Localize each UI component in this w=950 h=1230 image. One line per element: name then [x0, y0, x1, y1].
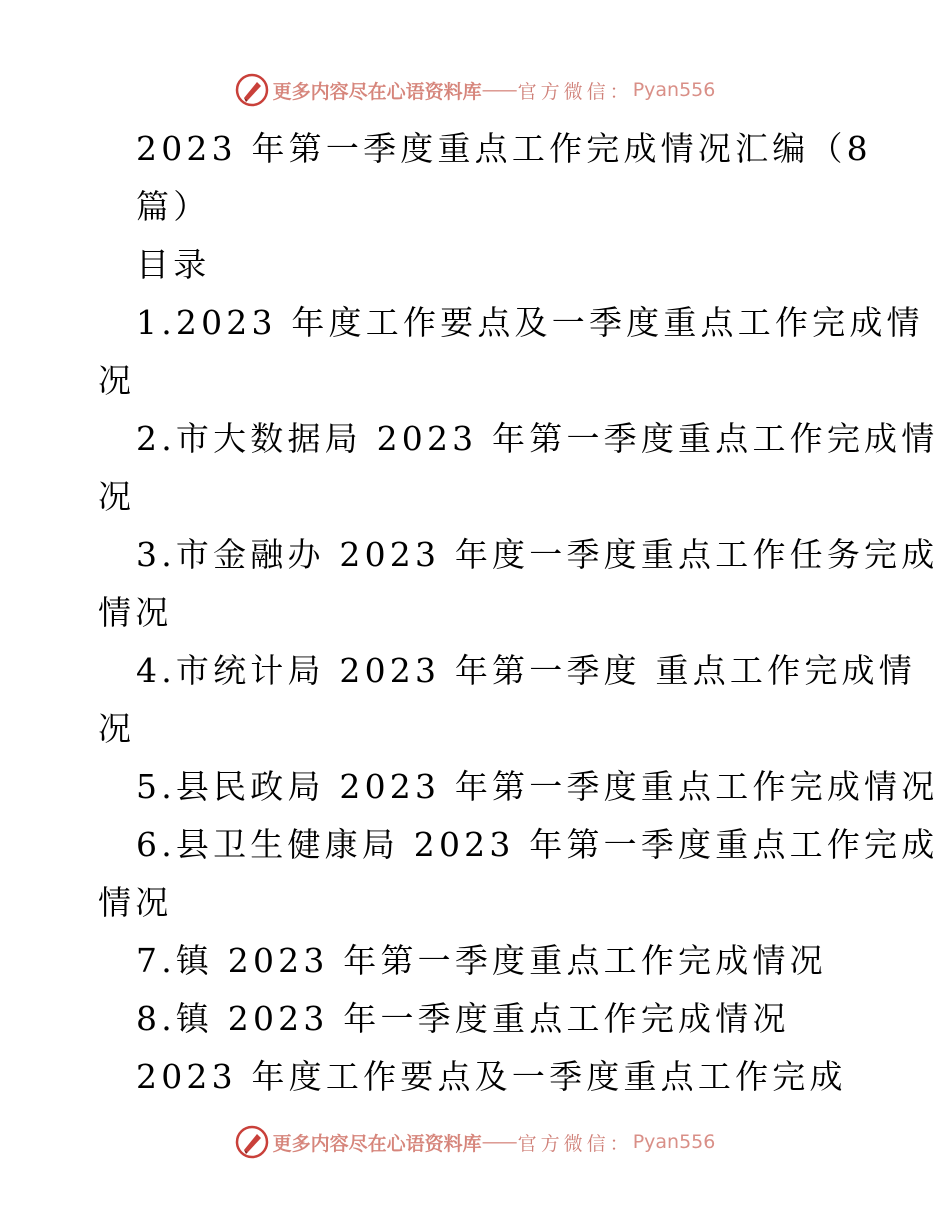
toc-item-6 — [98, 816, 939, 932]
watermark-dash: —— — [481, 79, 516, 101]
watermark-official-label: 官方微信： — [517, 80, 633, 103]
toc-item-7 — [98, 932, 858, 990]
watermark-dash: —— — [481, 1131, 516, 1153]
toc-item-text: 2.市大数据局 2023 年第一季度重点工作完成情 — [136, 419, 939, 458]
toc-item-text: 8.镇 2023 年一季度重点工作完成情况 — [136, 999, 790, 1038]
toc-item-5 — [98, 758, 939, 816]
watermark-wechat-id: Pyan556 — [632, 1131, 716, 1153]
toc-item-4 — [98, 642, 916, 758]
pen-logo-icon — [235, 73, 269, 107]
section-heading: 2023 年度工作要点及一季度重点工作完成 — [136, 1057, 847, 1096]
document-body — [98, 120, 939, 1106]
watermark-brand: 更多内容尽在心语资料库 — [272, 80, 482, 103]
toc-item-text: 4.市统计局 2023 年第一季度 重点工作完成情 — [136, 651, 916, 690]
pen-logo-icon — [235, 1125, 269, 1159]
watermark-wechat-id: Pyan556 — [632, 79, 716, 101]
toc-heading: 目录 — [136, 245, 211, 284]
watermark-footer — [0, 1122, 950, 1162]
toc-item-continuation: 情况 — [98, 593, 173, 632]
toc-item-continuation: 况 — [98, 709, 136, 748]
toc-item-3 — [98, 526, 939, 642]
document-title-line-2: 篇） — [136, 187, 211, 226]
toc-item-text: 3.市金融办 2023 年度一季度重点工作任务完成 — [136, 535, 939, 574]
toc-item-8 — [98, 990, 858, 1048]
toc-item-text: 5.县民政局 2023 年第一季度重点工作完成情况 — [136, 767, 939, 806]
watermark-header — [0, 70, 950, 110]
document-title-line-1: 2023 年第一季度重点工作完成情况汇编（8 — [136, 129, 872, 168]
toc-item-continuation: 况 — [98, 477, 136, 516]
toc-item-text: 7.镇 2023 年第一季度重点工作完成情况 — [136, 941, 827, 980]
toc-item-text: 6.县卫生健康局 2023 年第一季度重点工作完成 — [136, 825, 939, 864]
toc-item-continuation: 况 — [98, 361, 136, 400]
toc-item-text: 1.2023 年度工作要点及一季度重点工作完成情 — [136, 303, 924, 342]
watermark-official-label: 官方微信： — [517, 1132, 633, 1155]
toc-list — [98, 294, 939, 1048]
toc-item-2 — [98, 410, 939, 526]
toc-item-1 — [98, 294, 924, 410]
toc-item-continuation: 情况 — [98, 883, 173, 922]
watermark-brand: 更多内容尽在心语资料库 — [272, 1132, 482, 1155]
